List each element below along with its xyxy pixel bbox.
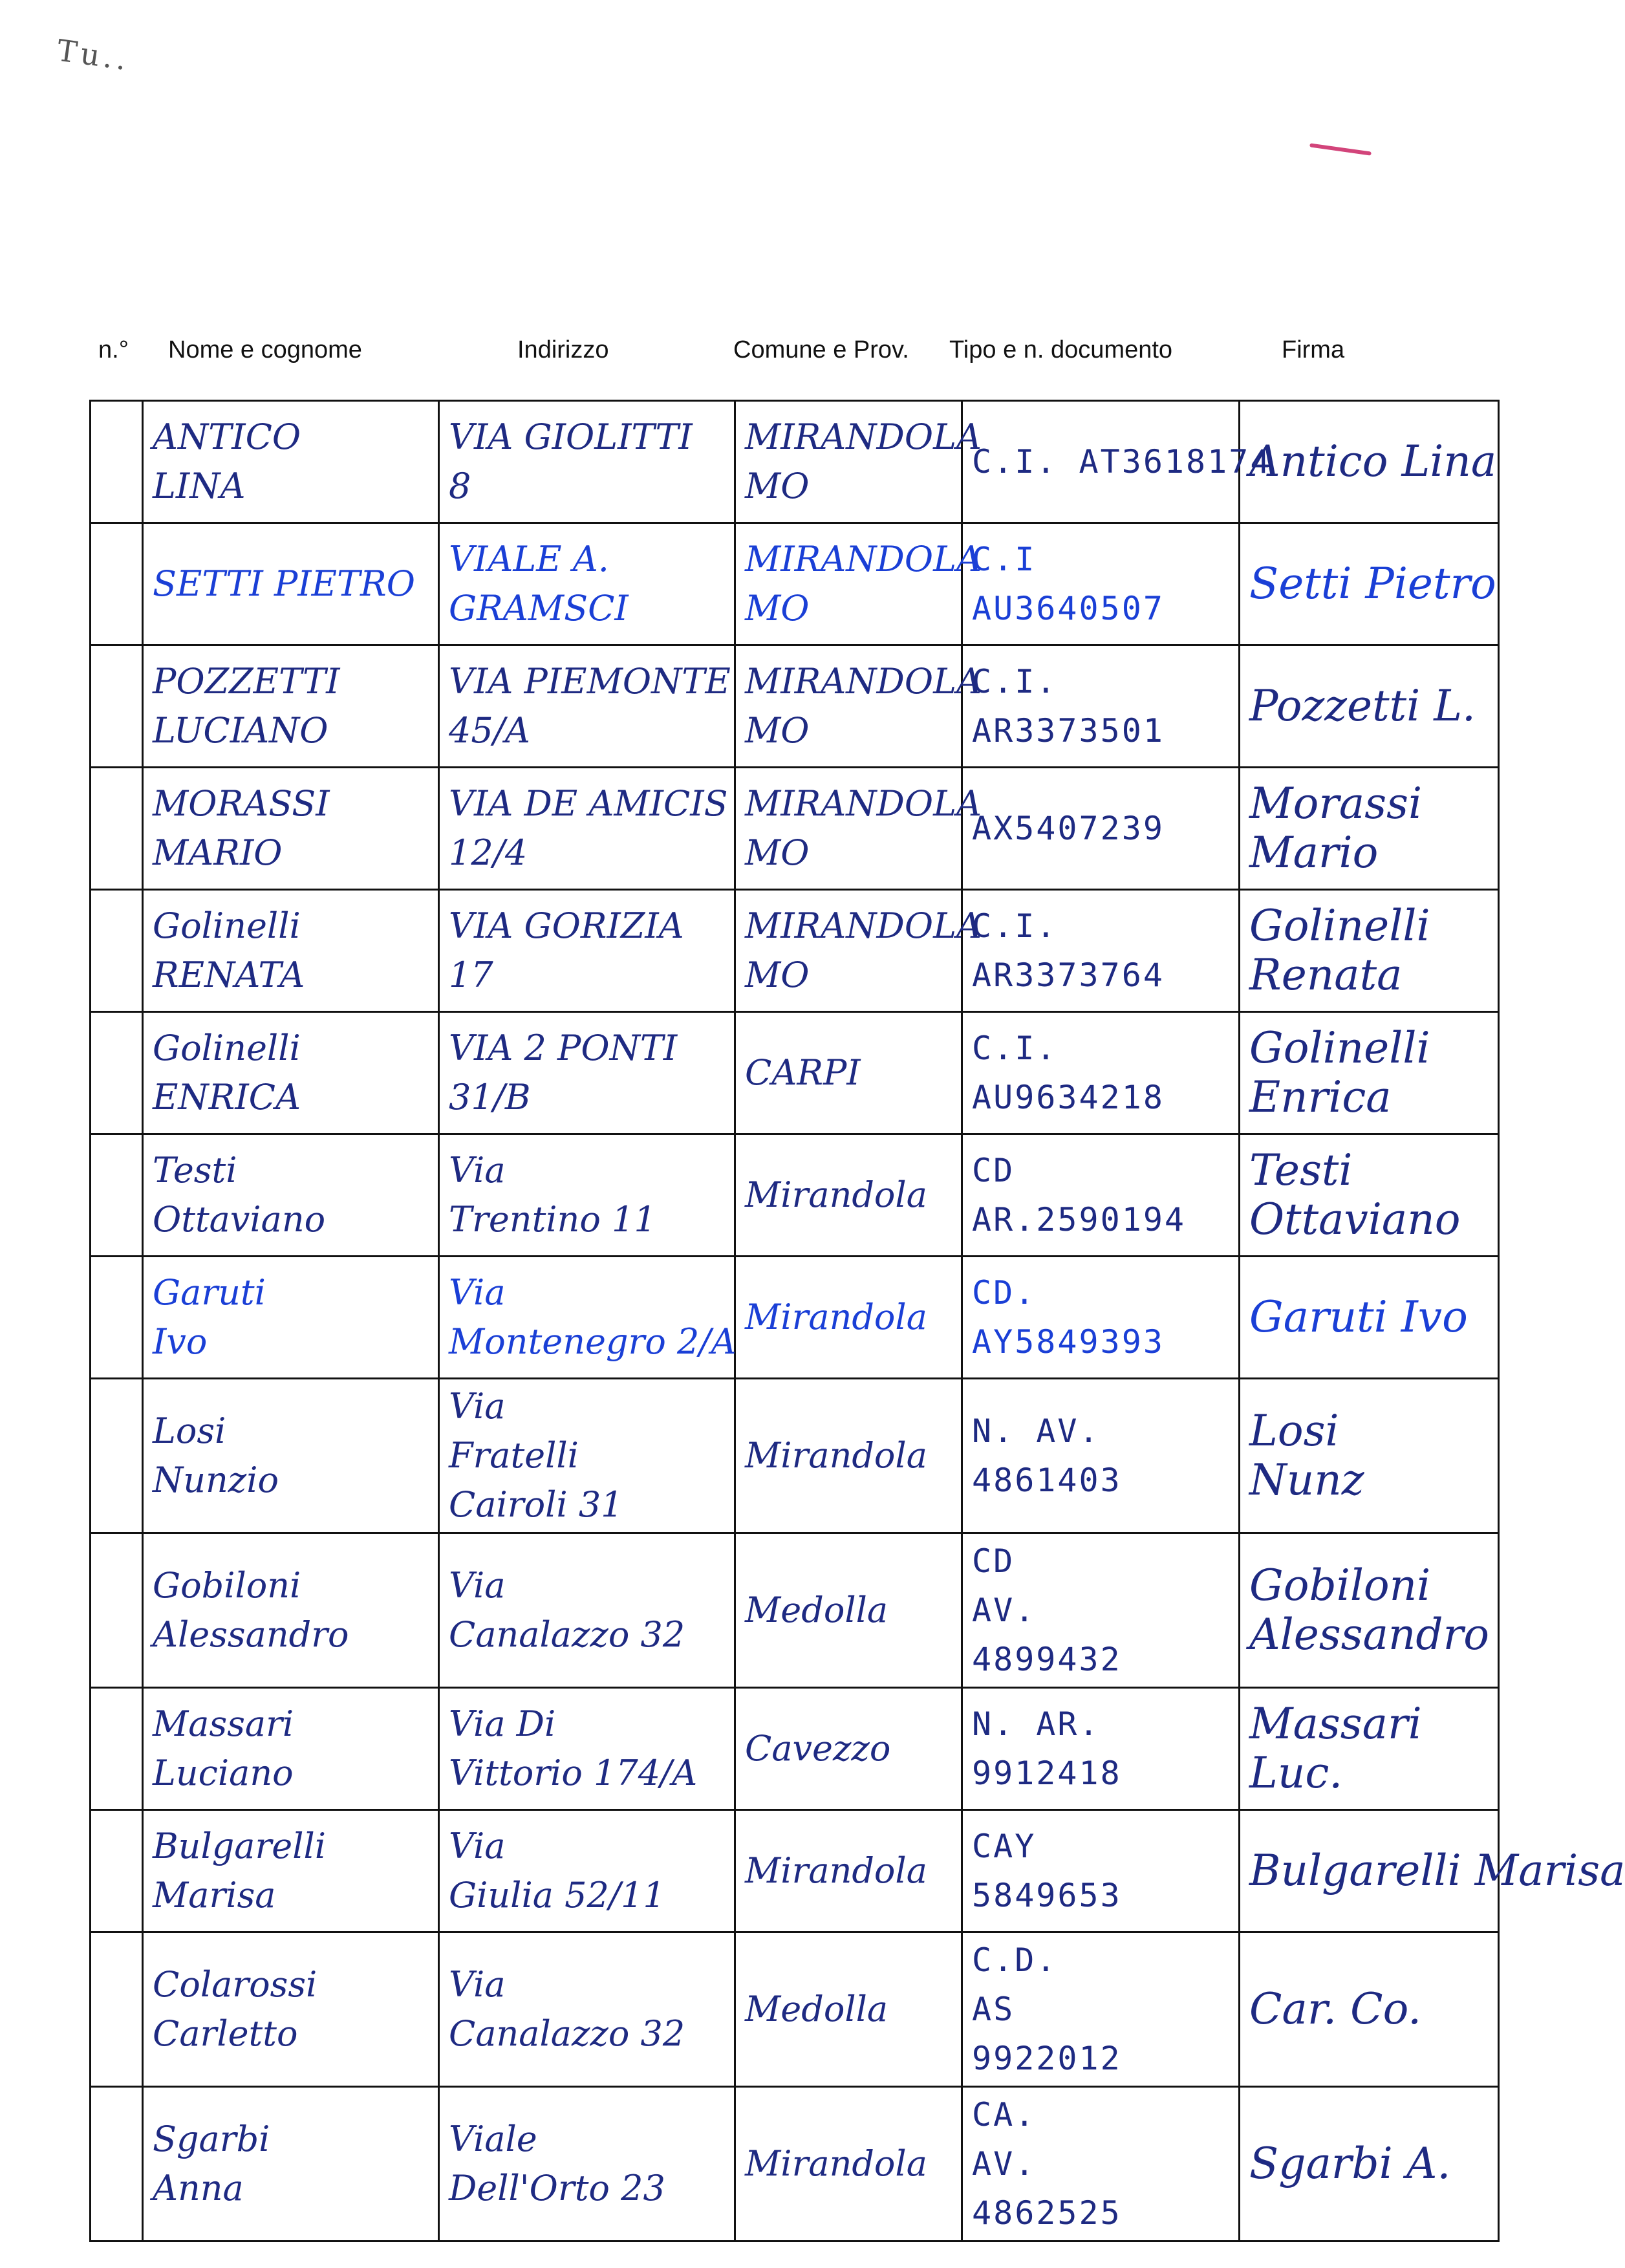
cell-address: [439, 1134, 735, 1257]
comune-text: Mirandola: [745, 1174, 927, 1215]
signature-text: Ottaviano: [1249, 1194, 1461, 1244]
comune-text: MIRANDOLA: [745, 661, 982, 702]
document-text: 4899432: [972, 1641, 1122, 1678]
comune-text: Medolla: [745, 1590, 888, 1630]
address-text: Giulia 52/11: [449, 1875, 665, 1916]
cell-signature: [1240, 1533, 1499, 1688]
cell-document: [962, 645, 1240, 768]
cell-name: [143, 401, 439, 523]
cell-document: [962, 1932, 1240, 2087]
name-text: Anna: [153, 2168, 244, 2209]
cell-signature: [1240, 645, 1499, 768]
name-text: Luciano: [153, 1753, 294, 1793]
address-text: 17: [449, 955, 493, 995]
cell-address: [439, 645, 735, 768]
cell-document: [962, 1688, 1240, 1810]
cell-name: [143, 1688, 439, 1810]
document-text: C.I: [972, 541, 1037, 578]
name-text: Massari: [153, 1703, 294, 1744]
cell-name: [143, 1810, 439, 1932]
cell-number: [91, 1257, 143, 1379]
cell-document: [962, 890, 1240, 1012]
signature-text: Alessandro: [1249, 1610, 1489, 1659]
document-text: C.I.: [972, 1030, 1058, 1067]
cell-signature: [1240, 1810, 1625, 1932]
signature-text: Renata: [1249, 950, 1403, 1000]
address-text: Via: [449, 1272, 506, 1313]
document-text: AR.2590194: [972, 1201, 1187, 1238]
cell-address: [439, 768, 735, 890]
cell-number: [91, 2087, 143, 2241]
cell-name: [143, 1134, 439, 1257]
name-text: Ivo: [153, 1321, 208, 1362]
signature-text: Setti Pietro: [1249, 559, 1496, 609]
address-text: Via: [449, 1964, 506, 2005]
cell-number: [91, 890, 143, 1012]
name-text: MARIO: [153, 832, 283, 873]
document-text: CD: [972, 1152, 1015, 1189]
cell-number: [91, 401, 143, 523]
address-text: VIA GIOLITTI: [449, 416, 693, 457]
cell-comune: [735, 890, 982, 1012]
cell-address: [439, 1379, 735, 1533]
header-name: Nome e cognome: [168, 336, 362, 363]
header-document: Tipo e n. documento: [949, 336, 1173, 363]
document-text: CAY: [972, 1828, 1037, 1865]
document-text: AV.: [972, 1592, 1037, 1629]
cell-address: [439, 1533, 735, 1688]
comune-text: Mirandola: [745, 1297, 927, 1337]
address-text: Dell'Orto 23: [449, 2168, 665, 2209]
signature-text: Testi: [1249, 1145, 1353, 1195]
address-text: Via: [449, 1386, 506, 1427]
cell-name: [143, 2087, 439, 2241]
name-text: RENATA: [153, 955, 305, 995]
cell-number: [91, 1134, 143, 1257]
address-text: Vittorio 174/A: [449, 1753, 698, 1793]
cell-name: [143, 768, 439, 890]
document-text: AS: [972, 1991, 1015, 2028]
name-text: LUCIANO: [153, 710, 328, 751]
cell-number: [91, 1688, 143, 1810]
name-text: Testi: [153, 1150, 237, 1191]
signature-text: Pozzetti L.: [1249, 681, 1476, 731]
cell-address: [439, 1257, 735, 1379]
address-text: 45/A: [449, 710, 530, 751]
name-text: ENRICA: [153, 1077, 301, 1118]
cell-signature: [1240, 523, 1499, 645]
table-row: [91, 523, 1499, 645]
table-row: [91, 1533, 1499, 1688]
cell-comune: [735, 1810, 962, 1932]
comune-text: Mirandola: [745, 1435, 927, 1476]
table-row: [91, 1932, 1499, 2087]
cell-signature: [1240, 401, 1499, 523]
cell-name: [143, 645, 439, 768]
table-row: [91, 1810, 1499, 1932]
comune-text: MO: [745, 955, 810, 995]
cell-comune: [735, 523, 982, 645]
document-text: 5849653: [972, 1877, 1122, 1914]
cell-number: [91, 523, 143, 645]
comune-text: MO: [745, 466, 810, 506]
address-text: Canalazzo 32: [449, 1614, 685, 1655]
cell-document: [962, 1012, 1240, 1134]
signature-text: Car. Co.: [1249, 1984, 1422, 2034]
cell-document: [962, 1134, 1240, 1257]
cell-name: [143, 523, 439, 645]
name-text: ANTICO: [153, 416, 301, 457]
header-comune: Comune e Prov.: [733, 336, 909, 363]
document-text: C.D.: [972, 1941, 1058, 1979]
signature-text: Enrica: [1249, 1072, 1392, 1122]
comune-text: Mirandola: [745, 2143, 927, 2184]
address-text: Via Di: [449, 1703, 556, 1744]
signature-text: Nunz: [1249, 1455, 1364, 1505]
table-row: [91, 768, 1499, 890]
cell-document: [962, 768, 1240, 890]
table-row: [91, 1012, 1499, 1134]
signature-text: Mario: [1249, 828, 1379, 878]
name-text: Sgarbi: [153, 2119, 270, 2159]
signature-text: Gobiloni: [1249, 1561, 1431, 1610]
address-text: Cairoli 31: [449, 1484, 623, 1525]
name-text: MORASSI: [153, 783, 330, 824]
name-text: Golinelli: [153, 905, 301, 946]
header-address: Indirizzo: [517, 336, 609, 363]
name-text: Garuti: [153, 1272, 266, 1313]
address-text: Via: [449, 1826, 506, 1866]
table-row: [91, 890, 1499, 1012]
signature-text: Bulgarelli Marisa: [1249, 1846, 1625, 1895]
address-text: VIA DE AMICIS: [449, 783, 728, 824]
table-row: [91, 2087, 1499, 2241]
signature-text: Morassi: [1249, 779, 1423, 828]
name-text: Golinelli: [153, 1028, 301, 1068]
document-text: CA.: [972, 2096, 1037, 2133]
cell-number: [91, 768, 143, 890]
document-text: C.I.: [972, 663, 1058, 700]
name-text: Bulgarelli: [153, 1826, 327, 1866]
comune-text: CARPI: [745, 1052, 861, 1093]
cell-document: [962, 1379, 1240, 1533]
cell-name: [143, 1379, 439, 1533]
cell-number: [91, 1932, 143, 2087]
document-text: CD.: [972, 1274, 1037, 1312]
cell-comune: [735, 1379, 962, 1533]
cell-document: [962, 1533, 1240, 1688]
address-text: Trentino 11: [449, 1199, 656, 1240]
cell-name: [143, 1533, 439, 1688]
comune-text: MO: [745, 710, 810, 751]
cell-address: [439, 1932, 735, 2087]
address-text: Via: [449, 1150, 506, 1191]
address-text: Via: [449, 1565, 506, 1606]
cell-comune: [735, 1688, 962, 1810]
signature-table: [89, 400, 1625, 2242]
document-text: N. AV.: [972, 1412, 1101, 1450]
cell-number: [91, 1533, 143, 1688]
signature-text: Losi: [1249, 1406, 1339, 1456]
document-text: C.I. AT3618174: [972, 443, 1272, 481]
document-text: 4862525: [972, 2194, 1122, 2232]
cell-signature: [1240, 1257, 1499, 1379]
name-text: Alessandro: [153, 1614, 349, 1655]
cell-document: [962, 1257, 1240, 1379]
cell-comune: [735, 401, 982, 523]
cell-comune: [735, 645, 982, 768]
comune-text: Medolla: [745, 1989, 888, 2029]
name-text: POZZETTI: [153, 661, 340, 702]
name-text: Nunzio: [153, 1460, 279, 1500]
pink-pen-mark: [1309, 143, 1372, 155]
table-row: [91, 1688, 1499, 1810]
comune-text: MO: [745, 832, 810, 873]
cell-address: [439, 1012, 735, 1134]
cell-address: [439, 2087, 735, 2241]
table-row: [91, 401, 1499, 523]
name-text: Losi: [153, 1410, 226, 1451]
signature-text: Golinelli: [1249, 1023, 1430, 1073]
document-text: AR3373501: [972, 712, 1165, 750]
address-text: Viale: [449, 2119, 537, 2159]
document-text: AX5407239: [972, 810, 1165, 847]
cell-signature: [1240, 1379, 1499, 1533]
name-text: Gobiloni: [153, 1565, 301, 1606]
table-row: [91, 1257, 1499, 1379]
cell-document: [962, 1810, 1240, 1932]
name-text: Ottaviano: [153, 1199, 326, 1240]
cell-signature: [1240, 2087, 1499, 2241]
cell-address: [439, 523, 735, 645]
table-row: [91, 1379, 1499, 1533]
cell-signature: [1240, 1012, 1499, 1134]
cell-comune: [735, 1012, 962, 1134]
comune-text: MIRANDOLA: [745, 905, 982, 946]
cell-document: [962, 401, 1272, 523]
address-text: 31/B: [449, 1077, 531, 1118]
address-text: VIA GORIZIA: [449, 905, 684, 946]
cell-comune: [735, 1533, 962, 1688]
cell-name: [143, 890, 439, 1012]
name-text: Colarossi: [153, 1964, 317, 2005]
cell-comune: [735, 768, 982, 890]
document-text: CD: [972, 1542, 1015, 1580]
cell-signature: [1240, 1932, 1499, 2087]
name-text: Marisa: [153, 1875, 276, 1916]
cell-name: [143, 1257, 439, 1379]
cell-document: [962, 523, 1240, 645]
corner-mark: Tu..: [54, 32, 133, 78]
document-text: AY5849393: [972, 1323, 1165, 1361]
signature-text: Sgarbi A.: [1249, 2139, 1451, 2188]
cell-comune: [735, 1134, 962, 1257]
header-signature: Firma: [1282, 336, 1345, 363]
document-text: C.I.: [972, 907, 1058, 945]
cell-signature: [1240, 768, 1499, 890]
address-text: Fratelli: [449, 1435, 579, 1476]
signature-text: Golinelli: [1249, 901, 1430, 951]
cell-address: [439, 890, 735, 1012]
signature-text: Luc.: [1249, 1748, 1343, 1798]
name-text: LINA: [153, 466, 246, 506]
cell-document: [962, 2087, 1240, 2241]
cell-signature: [1240, 1688, 1499, 1810]
address-text: GRAMSCI: [449, 588, 629, 629]
signature-text: Antico Lina: [1249, 437, 1497, 486]
document-text: 4861403: [972, 1462, 1122, 1499]
comune-text: MIRANDOLA: [745, 783, 982, 824]
address-text: 12/4: [449, 832, 528, 873]
name-text: SETTI PIETRO: [153, 563, 415, 604]
cell-name: [143, 1012, 439, 1134]
table-row: [91, 1134, 1499, 1257]
comune-text: Mirandola: [745, 1850, 927, 1891]
cell-name: [143, 1932, 439, 2087]
cell-comune: [735, 1932, 962, 2087]
cell-comune: [735, 1257, 962, 1379]
cell-comune: [735, 2087, 962, 2241]
header-number: n.°: [98, 336, 129, 363]
cell-signature: [1240, 1134, 1499, 1257]
cell-address: [439, 1810, 735, 1932]
signature-text: Massari: [1249, 1699, 1422, 1749]
document-text: 9922012: [972, 2040, 1122, 2077]
comune-text: MO: [745, 588, 810, 629]
cell-number: [91, 645, 143, 768]
cell-address: [439, 1688, 735, 1810]
document-text: 9912418: [972, 1755, 1122, 1792]
cell-number: [91, 1810, 143, 1932]
address-text: VIA PIEMONTE: [449, 661, 731, 702]
address-text: Montenegro 2/A: [449, 1321, 737, 1362]
address-text: 8: [449, 466, 471, 506]
address-text: VIALE A.: [449, 539, 609, 579]
document-text: AR3373764: [972, 956, 1165, 994]
cell-number: [91, 1012, 143, 1134]
table-row: [91, 645, 1499, 768]
address-text: Canalazzo 32: [449, 2013, 685, 2054]
comune-text: MIRANDOLA: [745, 539, 982, 579]
address-text: VIA 2 PONTI: [449, 1028, 678, 1068]
name-text: Carletto: [153, 2013, 298, 2054]
document-text: N. AR.: [972, 1705, 1101, 1743]
comune-text: MIRANDOLA: [745, 416, 982, 457]
cell-number: [91, 1379, 143, 1533]
document-text: AV.: [972, 2145, 1037, 2183]
document-text: AU9634218: [972, 1079, 1165, 1116]
cell-address: [439, 401, 735, 523]
column-headers: [0, 336, 1604, 375]
signature-text: Garuti Ivo: [1249, 1292, 1468, 1342]
document-text: AU3640507: [972, 590, 1165, 627]
cell-signature: [1240, 890, 1499, 1012]
comune-text: Cavezzo: [745, 1728, 891, 1769]
